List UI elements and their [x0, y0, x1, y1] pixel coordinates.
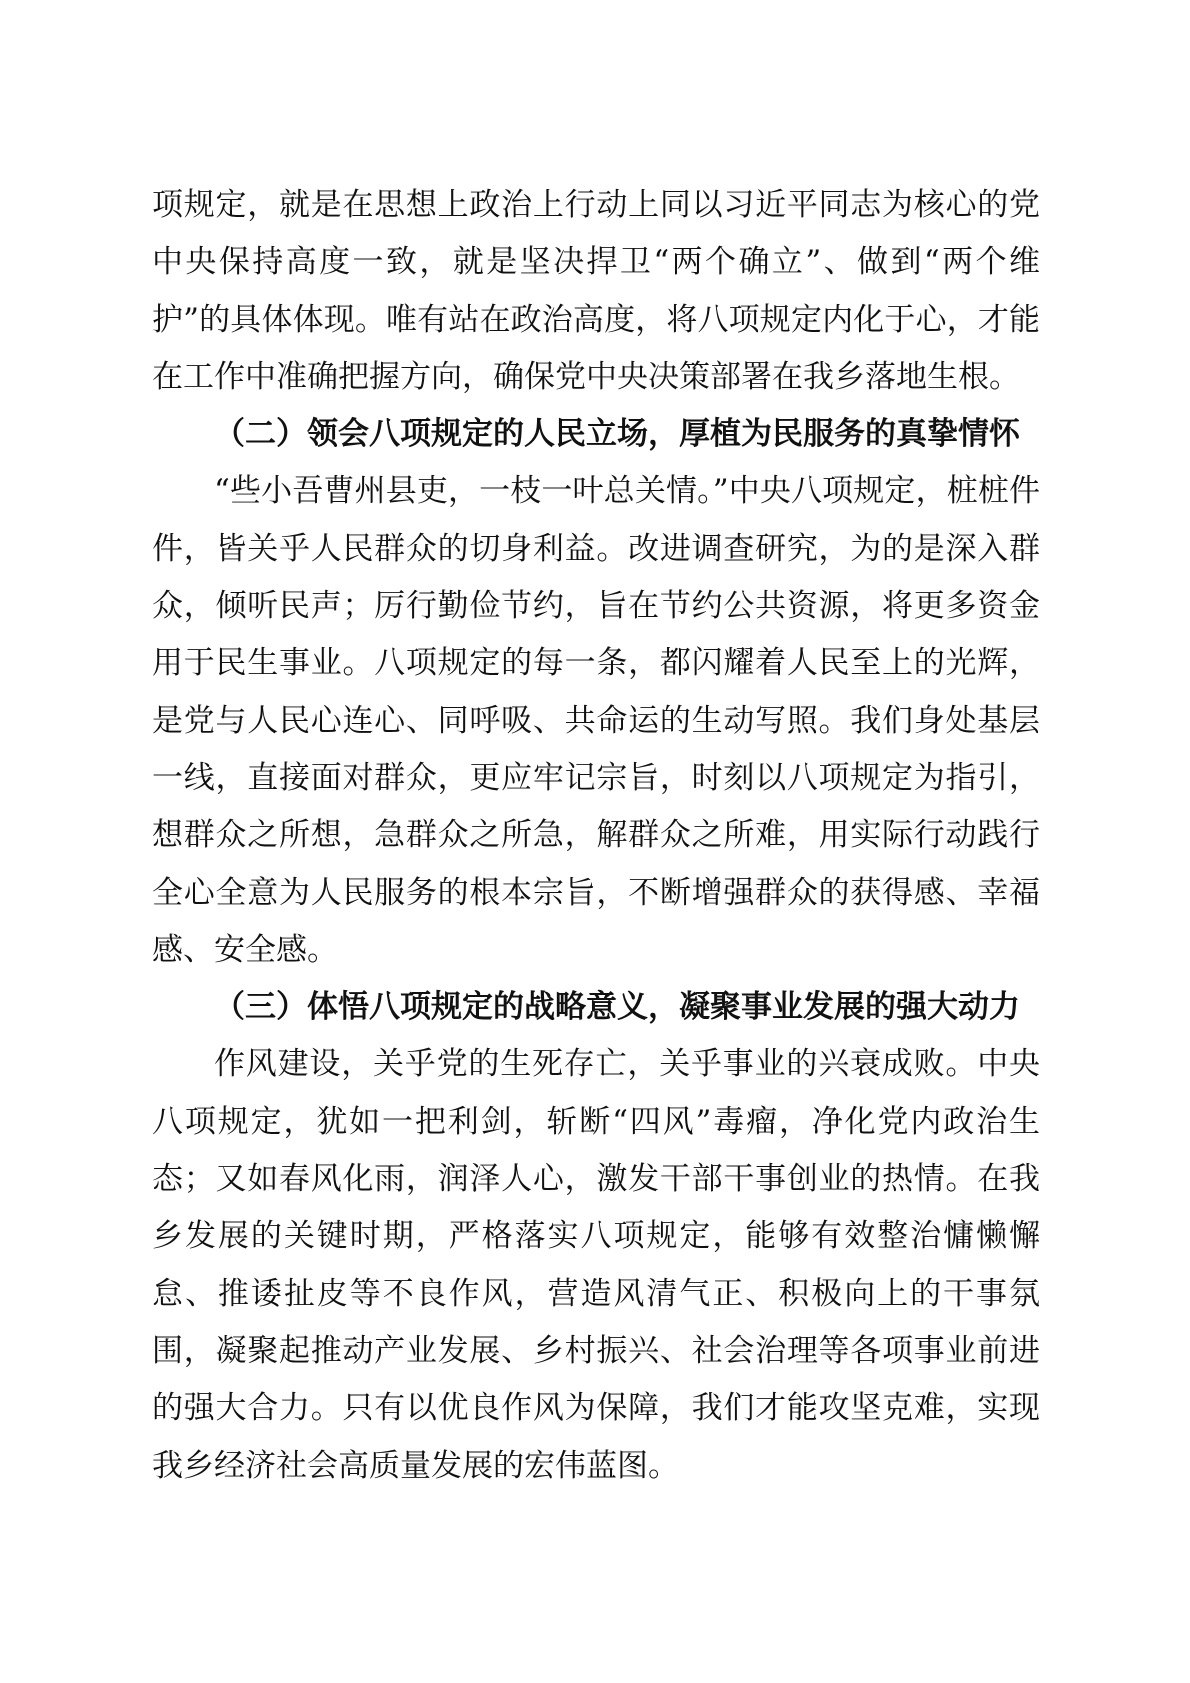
document-body	[152, 177, 1040, 1495]
paragraph-strategic-significance: 作风建设，关乎党的生死存亡，关乎事业的兴衰成败。中央八项规定，犹如一把利剑，斩断“四风”毒瘤，净化党内政治生态；又如春风化雨，润泽人心，激发干部干事创业的热情。在我乡发展的关键时期，严格落实八项规定，能够有效整治慵懒懈怠、推诿扯皮等不良作风，营造风清气正、积极向上的干事氛围，凝聚起推动产业发展、乡村振兴、社会治理等各项事业前进的强大合力。只有以优良作风为保障，我们才能攻坚克难，实现我乡经济社会高质量发展的宏伟蓝图。	[152, 1046, 1040, 1484]
section-heading-2: （二）领会八项规定的人民立场，厚植为民服务的真挚情怀	[214, 416, 1020, 453]
section-heading-3: （三）体悟八项规定的战略意义，凝聚事业发展的强大动力	[214, 989, 1020, 1026]
paragraph-people-stance: “些小吾曹州县吏，一枝一叶总关情。”中央八项规定，桩桩件件，皆关乎人民群众的切身利益。改进调查研究，为的是深入群众，倾听民声；厉行勤俭节约，旨在节约公共资源，将更多资金用于民生事业。八项规定的每一条，都闪耀着人民至上的光辉，是党与人民心连心、同呼吸、共命运的生动写照。我们身处基层一线，直接面对群众，更应牢记宗旨，时刻以八项规定为指引，想群众之所想，急群众之所急，解群众之所难，用实际行动践行全心全意为人民服务的根本宗旨，不断增强群众的获得感、幸福感、安全感。	[152, 473, 1040, 968]
paragraph-continued: 项规定，就是在思想上政治上行动上同以习近平同志为核心的党中央保持高度一致，就是坚决捍卫“两个确立”、做到“两个维护”的具体体现。唯有站在政治高度，将八项规定内化于心，才能在工作中准确把握方向，确保党中央决策部署在我乡落地生根。	[152, 187, 1040, 395]
